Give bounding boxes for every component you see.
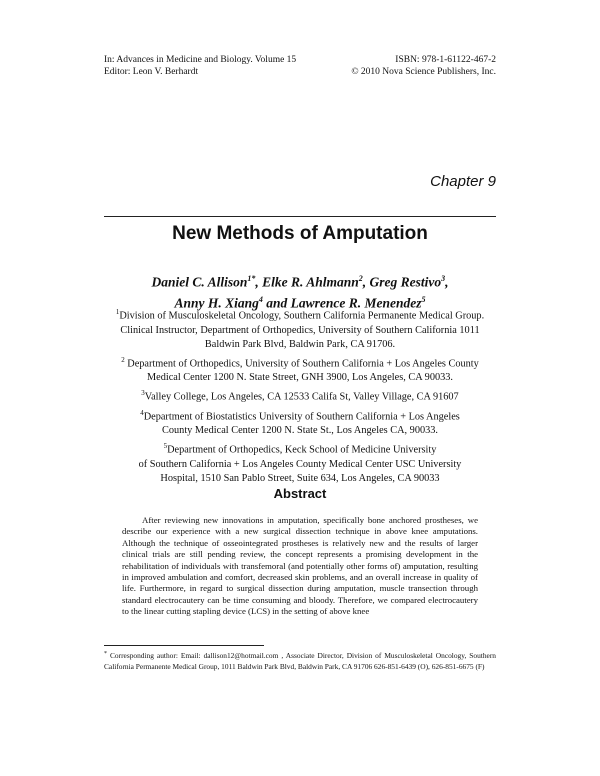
author-affiliation-mark: 1* xyxy=(247,274,256,283)
editor-line: Editor: Leon V. Berhardt xyxy=(104,67,199,77)
affiliation-line: Clinical Instructor, Department of Orthopedics, University of Southern California 1011 xyxy=(120,324,480,336)
affiliation-number: 3 xyxy=(141,389,145,398)
chapter-label: Chapter 9 xyxy=(430,173,496,190)
title-rule xyxy=(104,216,496,217)
running-header-left xyxy=(104,54,296,78)
affiliation-line: Hospital, 1510 San Pablo Street, Suite 634, Los Angeles, CA 90033 xyxy=(160,473,440,485)
affiliation-line: Baldwin Park Blvd, Baldwin Park, CA 91706. xyxy=(204,338,396,350)
running-header-right xyxy=(320,54,496,78)
paper-title: New Methods of Amputation xyxy=(172,223,428,244)
affiliation-line: Department of Orthopedics, University of Southern California + Los Angeles County xyxy=(124,358,479,370)
affiliation-number: 2 xyxy=(121,355,125,364)
affiliation-line: Department of Biostatistics University of Southern California + Los Angeles xyxy=(143,411,460,423)
footnote-mark: * xyxy=(104,651,107,657)
affiliation xyxy=(100,305,500,352)
author-affiliation-mark: 4 xyxy=(258,294,263,304)
affiliation xyxy=(100,386,500,405)
author-name: Lawrence R. Menendez xyxy=(290,295,422,310)
author-separator: and xyxy=(262,295,291,310)
affiliation-line: County Medical Center 1200 N. State St., Los Angeles CA, 90033. xyxy=(162,425,438,437)
affiliation-line: Medical Center 1200 N. State Street, GNH 3900, Los Angeles, CA 90033. xyxy=(146,372,453,384)
footnote-rule xyxy=(104,645,264,646)
affiliation-number: 5 xyxy=(163,442,168,451)
author-name: Daniel C. Allison xyxy=(151,274,248,290)
author-name: Elke R. Ahlmann xyxy=(262,274,359,290)
author-separator: , xyxy=(445,274,449,290)
abstract-heading: Abstract xyxy=(273,486,327,501)
affiliation-line: Division of Musculoskeletal Oncology, Southern California Permanente Medical Group. xyxy=(119,310,485,322)
footnote-text: Corresponding author: Email: dallison12@hotmail.com , Associate Director, Division of Musculoskeletal Oncology, Southern California Permanente Medical Group, 1011 Baldwin Park Blvd, Baldwin Park, CA 91706 626-851-6439 (O), 626-851-6675 (F) xyxy=(104,651,496,671)
author-affiliation-mark: 2 xyxy=(358,274,363,283)
journal-volume: In: Advances in Medicine and Biology. Volume 15 xyxy=(104,55,297,65)
affiliation-number: 4 xyxy=(140,408,144,417)
author-affiliation-mark: 3 xyxy=(441,274,446,283)
copyright: © 2010 Nova Science Publishers, Inc. xyxy=(351,67,496,77)
affiliation-line: of Southern California + Los Angeles County Medical Center USC University xyxy=(138,458,462,470)
author-name: Greg Restivo xyxy=(369,274,442,290)
affiliation xyxy=(100,439,500,486)
affiliations xyxy=(100,305,500,487)
isbn: ISBN: 978-1-61122-467-2 xyxy=(395,55,496,65)
affiliation-line: Valley College, Los Angeles, CA 12533 Califa St, Valley Village, CA 91607 xyxy=(144,391,459,403)
author-line-1 xyxy=(104,270,496,291)
affiliation-line: Department of Orthopedics, Keck School of Medicine University xyxy=(167,444,437,456)
affiliation xyxy=(100,406,500,439)
affiliation-number: 1 xyxy=(115,308,120,316)
affiliation xyxy=(100,353,500,386)
author-separator: , xyxy=(362,274,370,290)
author-affiliation-mark: 5 xyxy=(421,294,426,304)
author-name: Anny H. Xiang xyxy=(174,295,259,310)
author-separator: , xyxy=(255,274,263,290)
footnote xyxy=(104,651,496,672)
abstract-body xyxy=(122,515,478,618)
abstract-text: After reviewing new innovations in amputation, specifically bone anchored prostheses, we describe our experience with a new surgical dissection technique in above knee amputations. Although the technique of osseointegrated prostheses is relatively new and the results of larger clinical trials are still pending review, the concept represents a promising development in the rehabilitation of individuals with transfemoral (and potentially other forms of) amputation, resulting in improved ambulation and comfort, decreased skin problems, and an overall increase in quality of life. Furthermore, in regard to surgical dissection during amputation, muscle transection through standard electrocautery can be time consuming and bloody. Therefore, we compared electrocautery to the linear cutting stapling device (LCS) in the setting of above knee xyxy=(122,515,478,617)
